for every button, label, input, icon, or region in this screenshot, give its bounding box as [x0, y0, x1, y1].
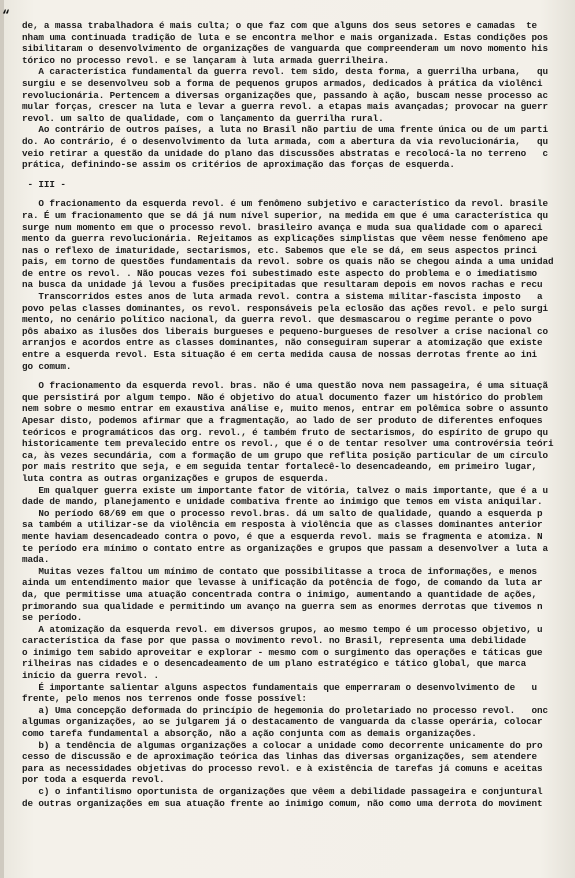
text-line: pôs abaixo as ilusões dos liberais burgueses e pequeno-burgueses de resolver a crise nacional co	[22, 325, 548, 337]
text-line: c) o infantilismo oportunista de organizações que vêem a debilidade passageira e conjuntural	[22, 786, 543, 797]
text-line: O fracionamento da esquerda revol. bras. não é uma questão nova nem passageira, é uma situaçã	[22, 380, 548, 392]
text-line: sibilitaram o desenvolvimento de organizações de vanguarda que compreenderam um novo momento his	[22, 43, 548, 55]
text-line: início da guerra revol. .	[22, 670, 159, 682]
paragraph-gap	[22, 372, 575, 380]
text-line: o inimigo tem sabido aproveitar e explorar - mesmo com o surgimento das operações e táticas gue	[22, 646, 543, 658]
text-line: mular forças, crescer na luta e levar a guerra revol. a etapas mais avançadas; provocar na guerr	[22, 101, 548, 113]
text-line: de outras organizações em sua atuação frente ao inimigo comum, não como uma derrota do moviment	[22, 797, 543, 809]
text-line: revol. um salto de qualidade, com o lançamento da guerrilha rural.	[22, 112, 384, 124]
text-line: a) Uma concepção deformada do princípio de hegemonia do proletariado no processo revol. onc	[22, 704, 548, 716]
text-line: ra. É um fracionamento que se dá já num nível superior, na medida em que é uma característica qu	[22, 209, 548, 221]
text-line: Ao contrário de outros países, a luta no Brasil não partiu de uma frente única ou de um parti	[22, 124, 548, 136]
text-line: A característica fundamental da guerra revol. tem sido, desta forma, a guerrilha urbana, qu	[22, 66, 548, 78]
text-line: mente haviam desencadeado contra o povo, é que a esquerda revol. mais se fragmenta e atomiza. N	[22, 530, 543, 542]
text-line: de entre os revol. . Não poucas vezes foi subestimado este aspecto do problema e o imediatismo	[22, 267, 538, 279]
text-line: historicamente tem prevalecido entre os revol., que é o de tentar resolver uma controvérsia teóri	[22, 438, 554, 450]
section-heading: - III -	[22, 178, 66, 190]
text-line: primorando sua qualidade e permitindo um avanço na guerra sem as enormes derrotas que tivemos n	[22, 600, 543, 612]
text-line: É importante salientar alguns aspectos fundamentais que emperraram o desenvolvimento de u	[22, 681, 538, 693]
text-line: surgiu e se desenvolveu sob a forma de pequenos grupos armados, dedicados à prática da violênci	[22, 77, 543, 89]
text-line: O fracionamento da esquerda revol. é um fenômeno subjetivo e característico da revol. brasile	[22, 198, 548, 210]
text-line: nham uma continuada tradição de luta e se encontra melhor e mais organizada. Estas condições pos	[22, 31, 548, 43]
text-line: teóricos e programáticos das org. revol., é também fruto de sectarismos, do espírito de grupo qu	[22, 426, 548, 438]
text-line: frente, pelo menos nos terrenos onde fosse possível:	[22, 693, 307, 705]
text-line: povo pelas classes dominantes, os revol. responsáveis pela eclosão das ações revol. e pelo surgi	[22, 302, 548, 314]
corner-mark: “	[2, 8, 10, 23]
text-line: mento, no cenário político nacional, da guerra revol. que desmascarou o regime perante o povo	[22, 314, 532, 326]
text-line: cesso de discussão e de aproximação teórica das linhas das diversas organizações, sem atendere	[22, 751, 538, 763]
paragraph-gap	[22, 171, 575, 179]
text-line: sa também a utilizar-se da violência em resposta à violência que as classes dominantes anterior	[22, 519, 543, 531]
text-line: Transcorridos estes anos de luta armada revol. contra a sistema militar-fascista imposto a	[22, 291, 543, 303]
text-line: tórico no processo revol. e se lançaram à luta armada guerrilheira.	[22, 54, 390, 66]
text-line: mada.	[22, 554, 50, 566]
text-line: surge num momento em que o processo revol. brasileiro avança e muda sua qualidade com o apareci	[22, 221, 543, 233]
text-line: luta contra as outras organizações e grupos de esquerda.	[22, 472, 329, 484]
text-line: revolucionária. Pertencem a diversas organizações que, passando à ação, buscam nesse processo ac	[22, 89, 548, 101]
text-line: do. Ao contrário, é o desenvolvimento da luta armada, com a abertura da via revolucionária, qu	[22, 135, 548, 147]
text-line: prática, definindo-se assim os critérios de aproximação das forças de esquerda.	[22, 159, 455, 171]
text-line: para as necessidades objetivas do processo revol. e à existência de tarefas já comuns e aceitas	[22, 762, 543, 774]
text-line: rilheiras nas cidades e o desencadeamento de um plano estratégico e tático global, que marca	[22, 658, 527, 670]
text-line: te período era mínimo o contato entre as organizações e grupos que passam a desenvolver a luta a	[22, 542, 548, 554]
text-line: algumas organizações, ao se julgarem já o destacamento de vanguarda da classe operária, colocar	[22, 716, 543, 728]
text-line: por mais restrito que seja, e em seguida tentar fortalecê-lo desencadeando, em primeiro lugar,	[22, 461, 538, 473]
text-line: arranjos e acordos entre as classes dominantes, não conseguiram superar a atomização que existe	[22, 337, 543, 349]
text-line: No período 68/69 em que o processo revol.bras. dá um salto de qualidade, quando a esquerda p	[22, 507, 543, 519]
text-line: pais, em torno de questões fundamentais da revol. sobre os quais não se chegou ainda a uma unidad	[22, 256, 554, 268]
text-line: característica da fase por que passa o movimento revol. no Brasil, representa uma debilidade	[22, 635, 527, 647]
text-line: se período.	[22, 612, 83, 624]
page-left-edge	[0, 0, 4, 878]
text-line: na busca da unidade já levou a fusões precipitadas que resultaram depois em novos rachas e recu	[22, 279, 543, 291]
text-line: nas o reflexo de imaturidade, sectarismos, etc. Sabemos que ele se dá, em seus aspectos princi	[22, 244, 538, 256]
typewritten-body	[22, 20, 575, 809]
text-line: como tarefa fundamental a absorção, não a ação conjunta com as demais organizações.	[22, 728, 477, 740]
text-line: por toda a esquerda revol.	[22, 774, 165, 786]
text-line: A atomização da esquerda revol. em diversos grupos, ao mesmo tempo é um processo objetivo, u	[22, 623, 543, 635]
text-line: Apesar disto, podemos afirmar que a fragmentação, ao lado de ser produto de diferentes enfoques	[22, 415, 543, 426]
line-gap	[22, 190, 575, 198]
text-line: que persistirá por algum tempo. Não é objetivo do atual documento fazer um histórico do problem	[22, 391, 543, 403]
text-line: veio retirar a questão da unidade do plano das discussões abstratas e recolocá-la no terreno c	[22, 147, 548, 159]
text-line: de, a massa trabalhadora é mais culta; o que faz com que alguns dos seus setores e camadas te	[22, 20, 538, 31]
text-line: da, que permitisse uma atuação concentrada contra o inimigo, aumentando a quantidade de ações,	[22, 588, 538, 600]
text-line: ainda um entendimento maior que levasse à unificação da potência de fogo, de comando da luta ar	[22, 577, 543, 589]
text-line: mento da guerra revolucionária. Rejeitamos as explicações simplistas que vêem nesse fenômeno ape	[22, 233, 548, 245]
text-line: b) a tendência de algumas organizações a colocar a unidade como decorrente unicamente do pro	[22, 739, 543, 751]
text-line: entre a esquerda revol. Esta situação é em certa medida causa de nossas derrotas frente ao ini	[22, 349, 538, 361]
text-line: dade de mando, planejamento e unidade combativa frente ao inimigo que temos em vista aniquilar.	[22, 496, 543, 508]
text-line: ca, às vezes secundária, com a formação de um grupo que reflita posição particular de um círculo	[22, 449, 548, 461]
text-line: nem sobre o mesmo entrar em exaustiva análise e, muito menos, entrar em polêmica sobre o assunto	[22, 403, 548, 415]
text-line: Muitas vezes faltou um mínimo de contato que possibilitasse a troca de informações, e menos	[22, 565, 538, 577]
text-line: go comum.	[22, 360, 72, 372]
text-line: Em qualquer guerra existe um importante fator de vitória, talvez o mais importante, que é a u	[22, 484, 548, 496]
